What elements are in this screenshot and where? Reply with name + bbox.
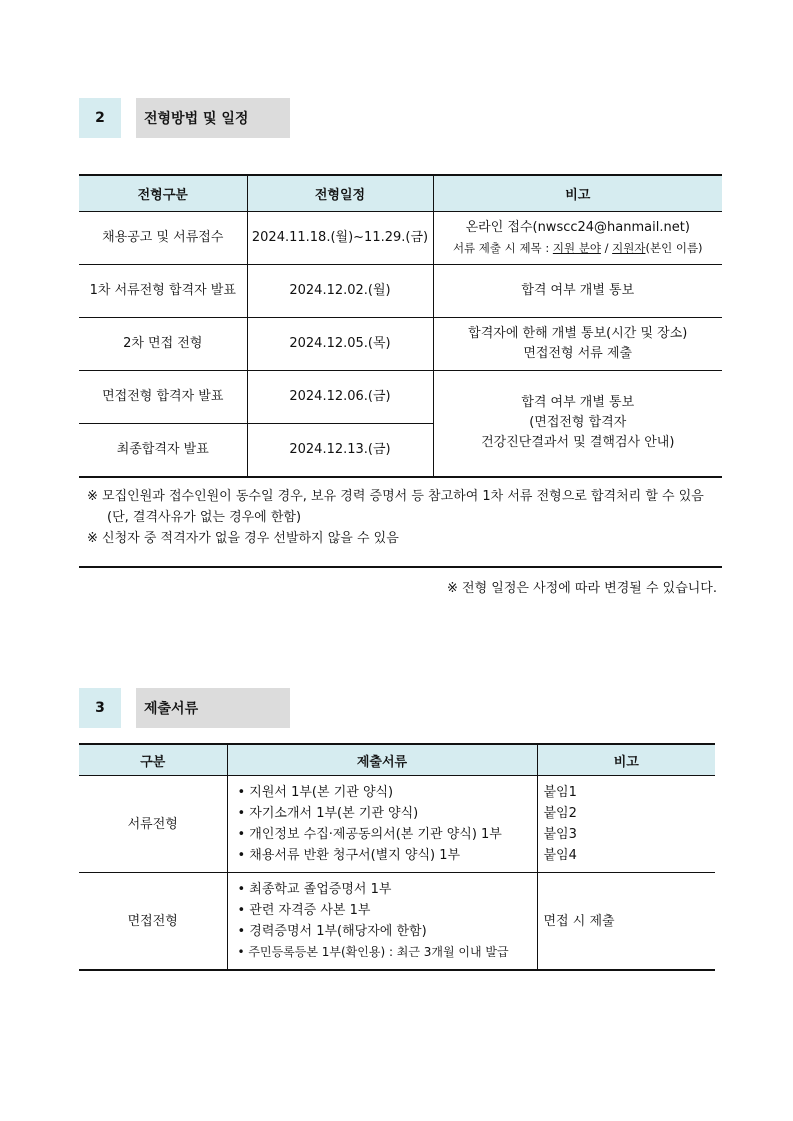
header-stage: 전형구분: [79, 175, 247, 212]
table-row: [79, 212, 722, 265]
stage-cell: 면접전형 합격자 발표: [79, 371, 247, 424]
stage-cell: 1차 서류전형 합격자 발표: [79, 265, 247, 318]
section-number: 2: [79, 98, 121, 138]
table-header-row: [79, 744, 715, 776]
note-line: 건강진단결과서 및 결핵검사 안내): [481, 435, 675, 451]
date-cell: 2024.12.06.(금): [247, 371, 433, 424]
header-category: 구분: [79, 744, 227, 776]
schedule-change-note: ※ 전형 일정은 사정에 따라 변경될 수 있습니다.: [447, 581, 717, 596]
list-item: • 최종학교 졸업증명서 1부: [237, 882, 392, 897]
note-line: 합격 여부 개별 통보: [521, 395, 635, 411]
list-item: • 자기소개서 1부(본 기관 양식): [237, 806, 419, 821]
header-note: 비고: [433, 175, 722, 212]
note-cell: [537, 776, 715, 873]
attachment-label: 붙임3: [543, 827, 577, 842]
table-row: [79, 873, 715, 971]
date-cell: 2024.11.18.(월)~11.29.(금): [247, 212, 433, 265]
divider: [79, 566, 722, 568]
list-item: • 개인정보 수집·제공동의서(본 기관 양식) 1부: [237, 827, 502, 842]
category-cell: 면접전형: [79, 873, 227, 971]
note-cell: 합격 여부 개별 통보: [433, 265, 722, 318]
table-row: [79, 265, 722, 318]
header-date: 전형일정: [247, 175, 433, 212]
list-item: • 주민등록등본 1부(확인용) : 최근 3개월 이내 발급: [237, 945, 509, 959]
list-item: • 채용서류 반환 청구서(별지 양식) 1부: [237, 848, 461, 863]
note-line: 합격자에 한해 개별 통보(시간 및 장소): [468, 326, 688, 341]
table-row: [79, 776, 715, 873]
list-item: • 관련 자격증 사본 1부: [237, 903, 371, 918]
header-note: 비고: [537, 744, 715, 776]
date-cell: 2024.12.05.(목): [247, 318, 433, 371]
note-line: 면접전형 서류 제출: [523, 346, 633, 361]
attachment-label: 붙임1: [543, 785, 577, 800]
header-documents: 제출서류: [227, 744, 537, 776]
note-line: 서류 제출 시 제목 : 지원 분야 / 지원자(본인 이름): [452, 241, 703, 255]
attachment-label: 붙임4: [543, 848, 577, 863]
notes: [79, 486, 722, 549]
category-cell: 서류전형: [79, 776, 227, 873]
note-cell: 면접 시 제출: [537, 873, 715, 971]
documents-table: [79, 743, 715, 971]
note-cell: [433, 212, 722, 265]
list-item: • 지원서 1부(본 기관 양식): [237, 785, 394, 800]
date-cell: 2024.12.02.(월): [247, 265, 433, 318]
table-header-row: [79, 175, 722, 212]
note-text: ※ 신청자 중 적격자가 없을 경우 선발하지 않을 수 있음: [87, 531, 399, 546]
stage-cell: 최종합격자 발표: [79, 424, 247, 477]
documents-cell: [227, 776, 537, 873]
section-title: 제출서류: [136, 688, 290, 728]
section-title: 전형방법 및 일정: [136, 98, 290, 138]
schedule-table: [79, 174, 722, 478]
date-cell: 2024.12.13.(금): [247, 424, 433, 477]
note-line: 온라인 접수(nwscc24@hanmail.net): [465, 220, 690, 235]
documents-cell: [227, 873, 537, 971]
note-cell: [433, 318, 722, 371]
attachment-label: 붙임2: [543, 806, 577, 821]
stage-cell: 2차 면접 전형: [79, 318, 247, 371]
table-row: [79, 371, 722, 424]
stage-cell: 채용공고 및 서류접수: [79, 212, 247, 265]
table-row: [79, 318, 722, 371]
note-line: (면접전형 합격자: [529, 415, 627, 431]
list-item: • 경력증명서 1부(해당자에 한함): [237, 924, 427, 939]
note-text: ※ 모집인원과 접수인원이 동수일 경우, 보유 경력 증명서 등 참고하여 1차 서류 전형으로 합격처리 할 수 있음(단, 결격사유가 없는 경우에 한함): [87, 489, 704, 525]
note-cell: [433, 371, 722, 477]
section-number: 3: [79, 688, 121, 728]
